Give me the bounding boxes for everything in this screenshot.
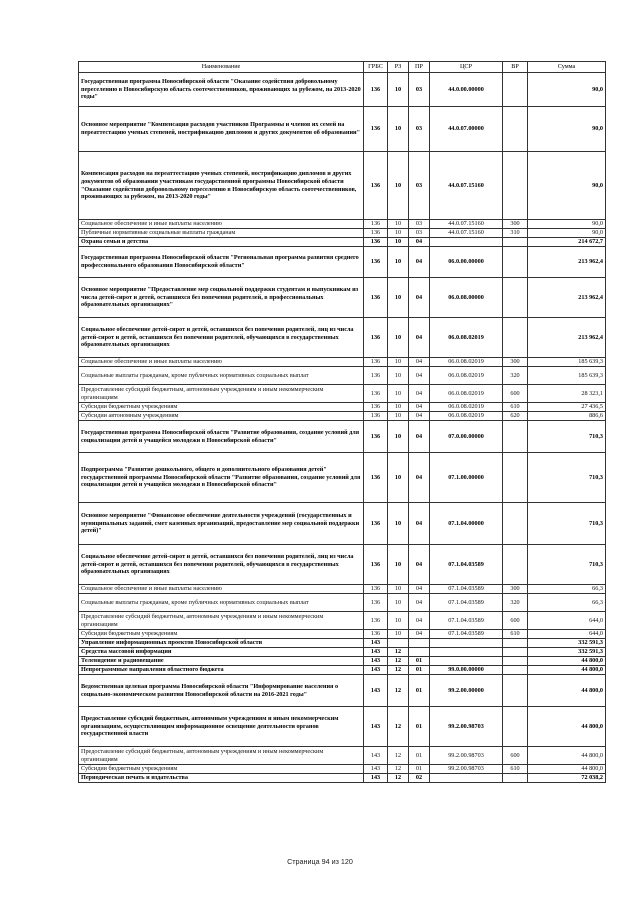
cell-vr: 600: [503, 612, 528, 630]
cell-grbs: 143: [364, 774, 388, 783]
table-body: [79, 73, 606, 783]
cell-grbs: 136: [364, 278, 388, 318]
cell-rz: 10: [388, 238, 409, 247]
cell-name: Подпрограмма "Развитие дошкольного, общего и дополнительного образования детей" государственной программы Новосибирской области "Развитие образования, создание условий для социализации детей и учащейся молодежи в Новосибирской области": [79, 453, 364, 503]
cell-rz: 10: [388, 385, 409, 403]
cell-pr: [409, 648, 430, 657]
cell-rz: 10: [388, 585, 409, 594]
cell-name: Средства массовой информации: [79, 648, 364, 657]
cell-grbs: 136: [364, 107, 388, 152]
cell-grbs: 143: [364, 707, 388, 747]
cell-csr: 44.0.00.00000: [430, 73, 503, 107]
cell-grbs: 136: [364, 503, 388, 545]
cell-sum: 886,6: [528, 412, 606, 421]
cell-grbs: 136: [364, 421, 388, 453]
cell-sum: 66,3: [528, 585, 606, 594]
header-row: [79, 62, 606, 73]
cell-sum: 90,0: [528, 107, 606, 152]
cell-grbs: 136: [364, 594, 388, 612]
cell-vr: [503, 318, 528, 358]
cell-csr: [430, 639, 503, 648]
cell-csr: 44.0.07.15160: [430, 220, 503, 229]
cell-grbs: 136: [364, 229, 388, 238]
cell-rz: 12: [388, 648, 409, 657]
cell-sum: 710,3: [528, 545, 606, 585]
table-row: [79, 503, 606, 545]
header-sum: Сумма: [528, 62, 606, 73]
table-row: [79, 403, 606, 412]
cell-sum: 644,0: [528, 612, 606, 630]
table-row: [79, 707, 606, 747]
cell-grbs: 136: [364, 585, 388, 594]
cell-pr: 04: [409, 247, 430, 278]
cell-vr: [503, 73, 528, 107]
cell-rz: 12: [388, 774, 409, 783]
cell-vr: 610: [503, 765, 528, 774]
cell-vr: 600: [503, 385, 528, 403]
cell-csr: 07.1.00.00000: [430, 453, 503, 503]
table-row: [79, 421, 606, 453]
cell-vr: 300: [503, 220, 528, 229]
table-row: [79, 639, 606, 648]
cell-grbs: 136: [364, 630, 388, 639]
cell-rz: 10: [388, 545, 409, 585]
cell-csr: 44.0.07.15160: [430, 229, 503, 238]
cell-rz: 12: [388, 666, 409, 675]
table-row: [79, 453, 606, 503]
cell-sum: 44 800,0: [528, 765, 606, 774]
cell-vr: 620: [503, 412, 528, 421]
cell-name: Управление информационных проектов Новосибирской области: [79, 639, 364, 648]
cell-vr: [503, 707, 528, 747]
table-row: [79, 545, 606, 585]
cell-vr: 320: [503, 594, 528, 612]
cell-vr: [503, 421, 528, 453]
cell-pr: 01: [409, 765, 430, 774]
cell-pr: 01: [409, 747, 430, 765]
cell-sum: 72 038,2: [528, 774, 606, 783]
table-row: [79, 220, 606, 229]
cell-sum: 710,3: [528, 453, 606, 503]
cell-name: Непрограммные направления областного бюджета: [79, 666, 364, 675]
cell-sum: 66,3: [528, 594, 606, 612]
cell-name: Субсидии бюджетным учреждениям: [79, 403, 364, 412]
table-row: [79, 152, 606, 220]
cell-pr: 04: [409, 585, 430, 594]
cell-pr: 04: [409, 367, 430, 385]
cell-csr: 06.0.08.02019: [430, 385, 503, 403]
cell-vr: 300: [503, 585, 528, 594]
cell-rz: 10: [388, 367, 409, 385]
cell-sum: 44 800,0: [528, 747, 606, 765]
cell-pr: 04: [409, 503, 430, 545]
cell-rz: 10: [388, 107, 409, 152]
cell-grbs: 136: [364, 238, 388, 247]
cell-csr: 07.1.04.03589: [430, 594, 503, 612]
header-vr: ВР: [503, 62, 528, 73]
cell-sum: 213 962,4: [528, 318, 606, 358]
cell-vr: 600: [503, 747, 528, 765]
cell-vr: 610: [503, 403, 528, 412]
cell-pr: 04: [409, 318, 430, 358]
cell-sum: 90,0: [528, 229, 606, 238]
cell-vr: [503, 545, 528, 585]
cell-vr: [503, 666, 528, 675]
page-number: Страница 94 из 120: [287, 857, 353, 866]
cell-name: Субсидии бюджетным учреждениям: [79, 765, 364, 774]
cell-grbs: 136: [364, 612, 388, 630]
cell-name: Публичные нормативные социальные выплаты гражданам: [79, 229, 364, 238]
cell-pr: 03: [409, 229, 430, 238]
cell-vr: 310: [503, 229, 528, 238]
cell-csr: 07.1.04.03589: [430, 545, 503, 585]
cell-name: Охрана семьи и детства: [79, 238, 364, 247]
cell-vr: 300: [503, 358, 528, 367]
cell-rz: 12: [388, 707, 409, 747]
table-row: [79, 278, 606, 318]
cell-grbs: 136: [364, 318, 388, 358]
table-row: [79, 675, 606, 707]
cell-grbs: 136: [364, 152, 388, 220]
cell-rz: 10: [388, 73, 409, 107]
table-row: [79, 247, 606, 278]
cell-grbs: 136: [364, 247, 388, 278]
table-row: [79, 594, 606, 612]
cell-pr: 04: [409, 612, 430, 630]
cell-vr: [503, 453, 528, 503]
cell-name: Социальное обеспечение и иные выплаты населению: [79, 585, 364, 594]
cell-vr: [503, 238, 528, 247]
table-row: [79, 747, 606, 765]
cell-grbs: 136: [364, 403, 388, 412]
cell-rz: 10: [388, 630, 409, 639]
cell-name: Ведомственная целевая программа Новосибирской области "Информирование населения о социально-экономическом развитии Новосибирской области на 2016-2021 годы": [79, 675, 364, 707]
cell-rz: 12: [388, 657, 409, 666]
cell-vr: [503, 278, 528, 318]
header-pr: ПР: [409, 62, 430, 73]
cell-grbs: 136: [364, 412, 388, 421]
cell-grbs: 143: [364, 675, 388, 707]
cell-sum: 44 800,0: [528, 707, 606, 747]
table-row: [79, 385, 606, 403]
cell-sum: 44 800,0: [528, 675, 606, 707]
cell-grbs: 136: [364, 367, 388, 385]
cell-rz: 12: [388, 765, 409, 774]
cell-name: Компенсация расходов на переаттестацию ученых степеней, нострификацию дипломов и других документов об образовании участникам государственной программы Новосибирской области "Оказание содействия добровольному переселению в Новосибирскую область соотечественников, проживающих за рубежом, на 2013-2020 годы": [79, 152, 364, 220]
cell-csr: 06.0.08.02019: [430, 318, 503, 358]
table-row: [79, 585, 606, 594]
header-csr: ЦСР: [430, 62, 503, 73]
header-grbs: ГРБС: [364, 62, 388, 73]
cell-vr: [503, 774, 528, 783]
cell-pr: [409, 639, 430, 648]
cell-csr: 06.0.00.00000: [430, 247, 503, 278]
table-row: [79, 367, 606, 385]
cell-csr: 44.0.07.00000: [430, 107, 503, 152]
cell-sum: 213 962,4: [528, 278, 606, 318]
cell-rz: 10: [388, 247, 409, 278]
cell-csr: [430, 657, 503, 666]
cell-name: Предоставление субсидий бюджетным, автономным учреждениям и иным некоммерческим организациям, осуществляющим информационное освещение деятельности органов государственной власти: [79, 707, 364, 747]
cell-pr: 04: [409, 412, 430, 421]
table-row: [79, 358, 606, 367]
cell-sum: 90,0: [528, 73, 606, 107]
cell-vr: [503, 503, 528, 545]
cell-csr: 99.2.00.98703: [430, 707, 503, 747]
cell-rz: 10: [388, 594, 409, 612]
table-row: [79, 238, 606, 247]
cell-pr: 04: [409, 453, 430, 503]
cell-vr: [503, 675, 528, 707]
cell-csr: 07.1.04.03589: [430, 585, 503, 594]
cell-grbs: 143: [364, 648, 388, 657]
cell-grbs: 143: [364, 747, 388, 765]
cell-vr: 610: [503, 630, 528, 639]
cell-rz: 10: [388, 403, 409, 412]
cell-pr: 04: [409, 545, 430, 585]
cell-grbs: 136: [364, 73, 388, 107]
cell-pr: 04: [409, 421, 430, 453]
table-row: [79, 648, 606, 657]
cell-name: Социальное обеспечение и иные выплаты населению: [79, 220, 364, 229]
cell-grbs: 143: [364, 657, 388, 666]
cell-csr: 07.1.04.03589: [430, 630, 503, 639]
cell-name: Социальное обеспечение детей-сирот и детей, оставшихся без попечения родителей, лиц из числа детей-сирот и детей, оставшихся без попечения родителей, обучающихся в государственных образовательных организациях: [79, 545, 364, 585]
header-name: Наименование: [79, 62, 364, 73]
cell-rz: 10: [388, 503, 409, 545]
cell-pr: 01: [409, 675, 430, 707]
cell-vr: 320: [503, 367, 528, 385]
table-row: [79, 612, 606, 630]
cell-grbs: 136: [364, 453, 388, 503]
cell-sum: 185 639,3: [528, 367, 606, 385]
cell-rz: 10: [388, 358, 409, 367]
cell-rz: 10: [388, 220, 409, 229]
table-row: [79, 774, 606, 783]
cell-name: Основное мероприятие "Компенсация расходов участников Программы и членов их семей на переаттестацию ученых степеней, нострификацию дипломов и других документов об образовании": [79, 107, 364, 152]
cell-pr: 04: [409, 385, 430, 403]
cell-name: Предоставление субсидий бюджетным, автономным учреждениям и иным некоммерческим организациям: [79, 385, 364, 403]
cell-name: Государственная программа Новосибирской области "Региональная программа развития среднего профессионального образования Новосибирской области": [79, 247, 364, 278]
cell-csr: [430, 238, 503, 247]
cell-sum: 332 591,3: [528, 639, 606, 648]
cell-grbs: 143: [364, 666, 388, 675]
cell-rz: 10: [388, 612, 409, 630]
cell-rz: 10: [388, 229, 409, 238]
budget-table: [78, 61, 606, 783]
cell-name: Телевидение и радиовещание: [79, 657, 364, 666]
cell-sum: 44 800,0: [528, 657, 606, 666]
cell-sum: 644,0: [528, 630, 606, 639]
cell-csr: 06.0.08.02019: [430, 358, 503, 367]
cell-pr: 01: [409, 666, 430, 675]
cell-vr: [503, 657, 528, 666]
cell-pr: 02: [409, 774, 430, 783]
cell-pr: 03: [409, 107, 430, 152]
cell-csr: [430, 648, 503, 657]
cell-sum: 710,3: [528, 503, 606, 545]
cell-grbs: 143: [364, 765, 388, 774]
cell-name: Периодическая печать и издательства: [79, 774, 364, 783]
cell-csr: 06.0.08.00000: [430, 278, 503, 318]
cell-vr: [503, 639, 528, 648]
cell-sum: 185 639,3: [528, 358, 606, 367]
cell-csr: 99.0.00.00000: [430, 666, 503, 675]
table-row: [79, 412, 606, 421]
cell-grbs: 136: [364, 220, 388, 229]
cell-sum: 27 436,5: [528, 403, 606, 412]
table-header: [79, 62, 606, 73]
table-row: [79, 107, 606, 152]
cell-csr: 07.0.00.00000: [430, 421, 503, 453]
cell-name: Социальные выплаты гражданам, кроме публичных нормативных социальных выплат: [79, 594, 364, 612]
cell-rz: 10: [388, 421, 409, 453]
cell-sum: 28 323,1: [528, 385, 606, 403]
cell-sum: 214 672,7: [528, 238, 606, 247]
cell-grbs: 136: [364, 385, 388, 403]
cell-rz: 12: [388, 675, 409, 707]
cell-vr: [503, 648, 528, 657]
cell-name: Социальное обеспечение детей-сирот и детей, оставшихся без попечения родителей, лиц из числа детей-сирот и детей, оставшихся без попечения родителей, обучающихся в государственных образовательных организациях: [79, 318, 364, 358]
cell-rz: 12: [388, 747, 409, 765]
cell-pr: 01: [409, 657, 430, 666]
cell-pr: 04: [409, 238, 430, 247]
cell-rz: 10: [388, 278, 409, 318]
cell-sum: 90,0: [528, 220, 606, 229]
cell-pr: 03: [409, 73, 430, 107]
cell-vr: [503, 247, 528, 278]
cell-rz: 10: [388, 412, 409, 421]
document-page: [78, 61, 605, 783]
table-row: [79, 73, 606, 107]
table-row: [79, 765, 606, 774]
cell-pr: 04: [409, 358, 430, 367]
cell-grbs: 136: [364, 358, 388, 367]
cell-name: Предоставление субсидий бюджетным, автономным учреждениям и иным некоммерческим организациям: [79, 612, 364, 630]
cell-csr: 99.2.00.98703: [430, 765, 503, 774]
cell-rz: 10: [388, 453, 409, 503]
cell-name: Основное мероприятие "Финансовое обеспечение деятельности учреждений (государственных и муниципальных заданий, смет казенных организаций, предоставление мер социальной поддержки детей)": [79, 503, 364, 545]
cell-name: Субсидии автономным учреждениям: [79, 412, 364, 421]
cell-csr: 06.0.08.02019: [430, 367, 503, 385]
cell-name: Социальные выплаты гражданам, кроме публичных нормативных социальных выплат: [79, 367, 364, 385]
cell-sum: 90,0: [528, 152, 606, 220]
table-row: [79, 630, 606, 639]
cell-vr: [503, 107, 528, 152]
cell-pr: 01: [409, 707, 430, 747]
cell-sum: 213 962,4: [528, 247, 606, 278]
cell-csr: 07.1.04.03589: [430, 612, 503, 630]
cell-pr: 04: [409, 594, 430, 612]
cell-pr: 03: [409, 220, 430, 229]
cell-name: Субсидии бюджетным учреждениям: [79, 630, 364, 639]
cell-vr: [503, 152, 528, 220]
cell-pr: 04: [409, 278, 430, 318]
cell-csr: 44.0.07.15160: [430, 152, 503, 220]
cell-csr: 06.0.08.02019: [430, 412, 503, 421]
cell-rz: 10: [388, 152, 409, 220]
header-rz: РЗ: [388, 62, 409, 73]
cell-csr: 99.2.00.98703: [430, 747, 503, 765]
table-row: [79, 318, 606, 358]
cell-sum: 44 800,0: [528, 666, 606, 675]
table-row: [79, 666, 606, 675]
cell-grbs: 136: [364, 545, 388, 585]
cell-rz: [388, 639, 409, 648]
cell-name: Государственная программа Новосибирской области "Оказание содействия добровольному переселению в Новосибирскую область соотечественников, проживающих за рубежом, на 2013-2020 годы": [79, 73, 364, 107]
table-row: [79, 657, 606, 666]
cell-name: Предоставление субсидий бюджетным, автономным учреждениям и иным некоммерческим организациям: [79, 747, 364, 765]
cell-csr: 06.0.08.02019: [430, 403, 503, 412]
cell-sum: 332 591,3: [528, 648, 606, 657]
cell-csr: [430, 774, 503, 783]
cell-name: Социальное обеспечение и иные выплаты населению: [79, 358, 364, 367]
cell-rz: 10: [388, 318, 409, 358]
cell-pr: 04: [409, 403, 430, 412]
table-row: [79, 229, 606, 238]
cell-grbs: 143: [364, 639, 388, 648]
cell-csr: 07.1.04.00000: [430, 503, 503, 545]
cell-pr: 04: [409, 630, 430, 639]
cell-pr: 03: [409, 152, 430, 220]
cell-name: Государственная программа Новосибирской области "Развитие образования, создание условий для социализации детей и учащейся молодежи в Новосибирской области": [79, 421, 364, 453]
cell-csr: 99.2.00.00000: [430, 675, 503, 707]
cell-name: Основное мероприятие "Предоставление мер социальной поддержки студентам и выпускникам из числа детей-сирот и детей, оставшихся без попечения родителей, в профессиональных образовательных организациях": [79, 278, 364, 318]
cell-sum: 710,3: [528, 421, 606, 453]
